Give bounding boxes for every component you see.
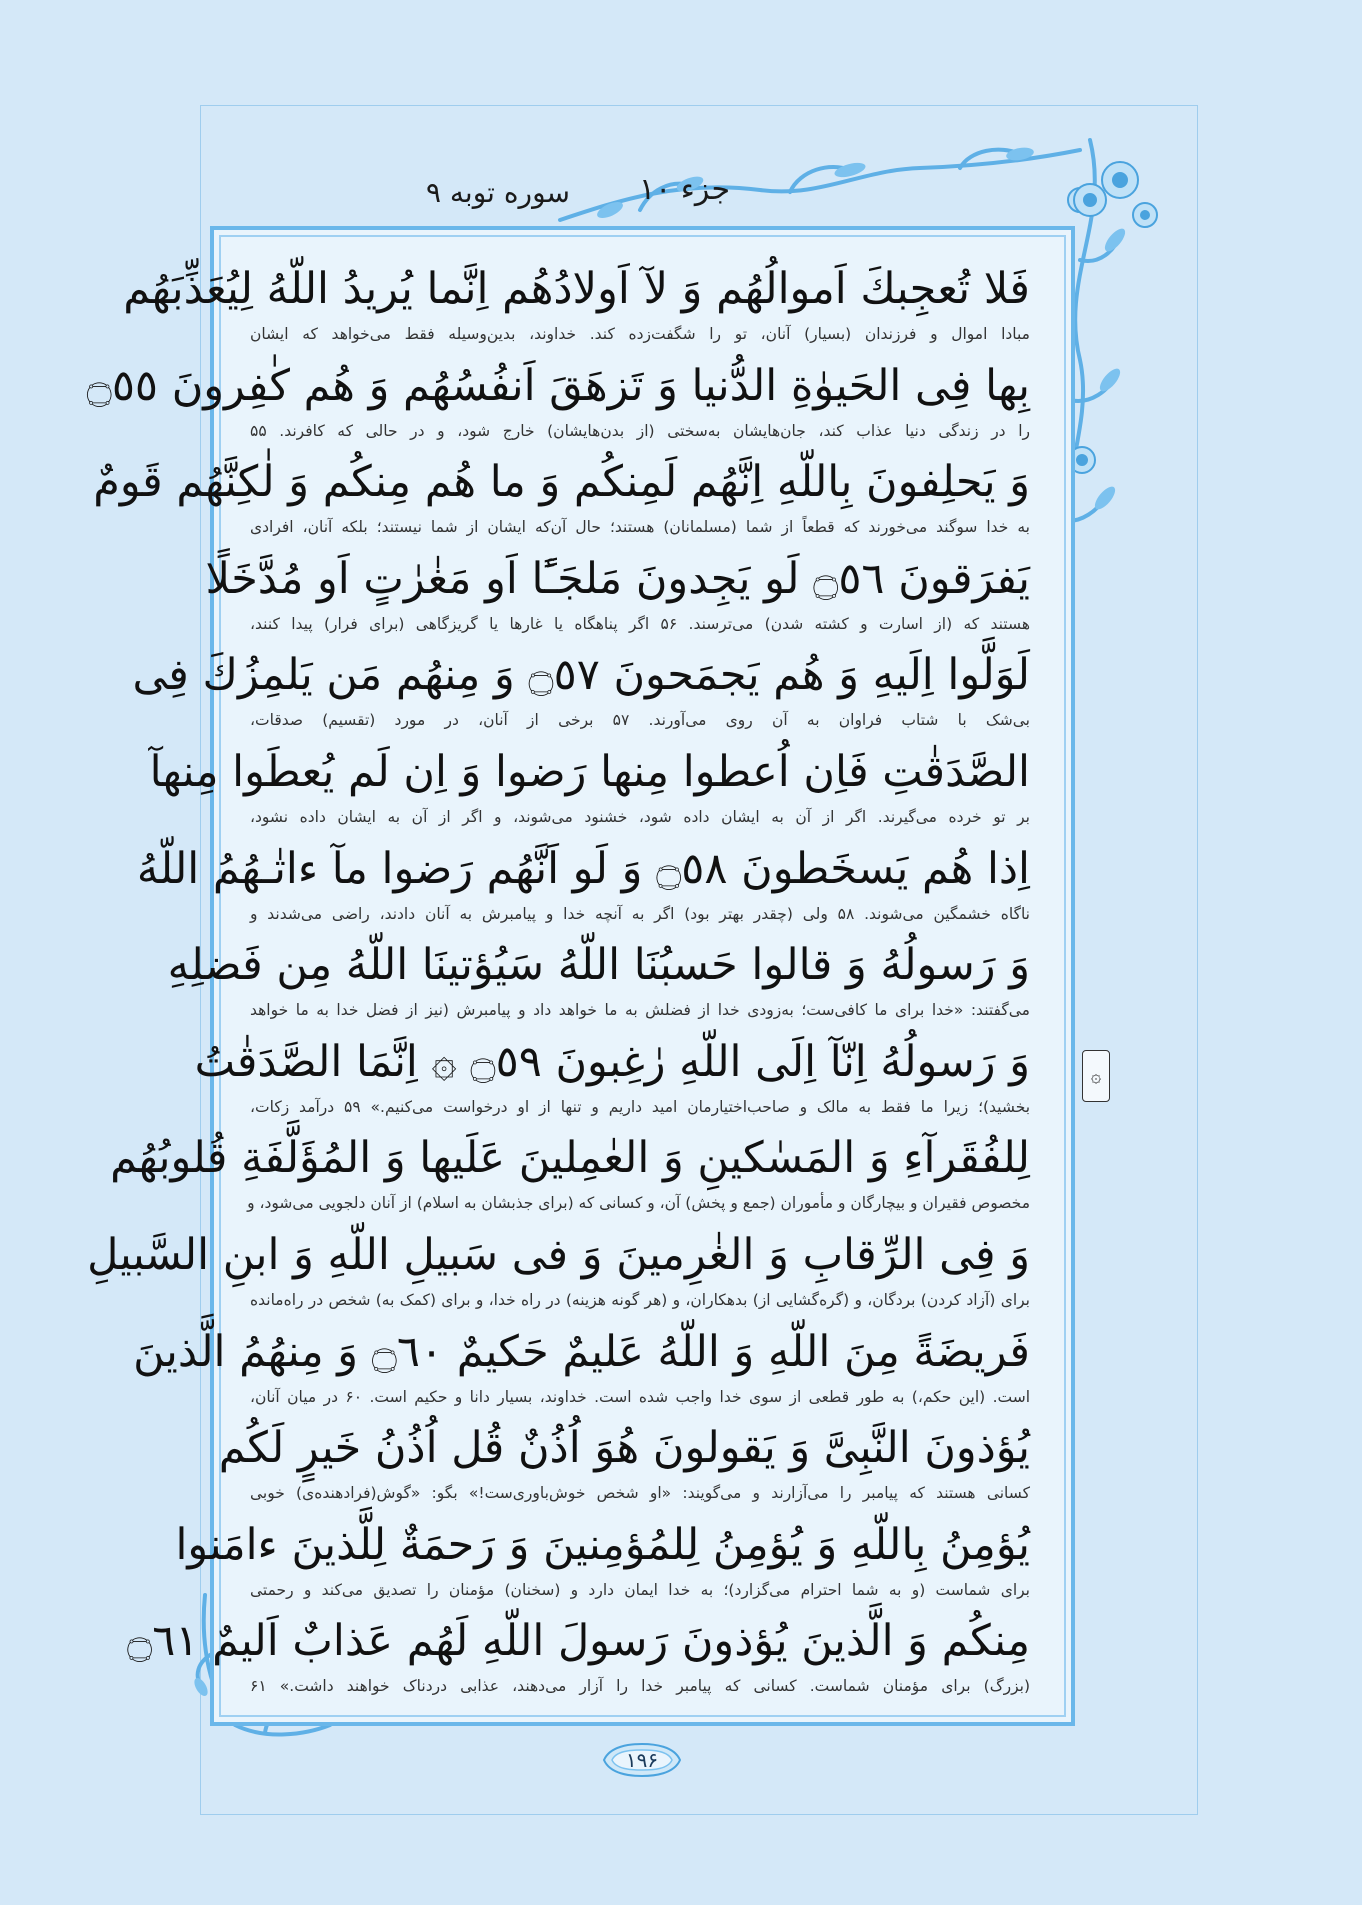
translation-line: بی‌شک با شتاب فراوان به آن روی می‌آورند. ۵۷ برخی از آنان، در مورد (تقسيم) صدقات،	[250, 711, 1030, 730]
arabic-line: وَ فِى الرِّقابِ وَ الغٰرِمينَ وَ فى سَبيلِ اللّهِ وَ ابنِ السَّبيلِ	[87, 1229, 1030, 1280]
arabic-line: فَريضَةً مِنَ اللّهِ وَ اللّهُ عَليمٌ حَكيمٌ ۝٦٠ وَ مِنهُمُ الَّذينَ	[133, 1326, 1030, 1377]
line-block-5	[132, 644, 1030, 741]
surah-label: سوره توبه ۹	[425, 176, 570, 209]
translation-line: را در زندگی دنيا عذاب کند، جان‌هايشان به‌سختی (از بدن‌هايشان) خارج شود، و در حالی که کافرند. ۵۵	[250, 421, 1030, 440]
line-block-4	[205, 548, 1030, 645]
page-header	[400, 172, 730, 222]
arabic-line: اِذا هُم يَسخَطونَ ۝٥٨ وَ لَو اَنَّهُم رَضوا مآ ءاتٰـهُمُ اللّهُ	[136, 843, 1030, 894]
page-number-badge	[600, 1740, 684, 1780]
line-block-10	[110, 1127, 1030, 1224]
translation-line: ناگاه خشمگين می‌شوند. ۵۸ ولی (چقدر بهتر بود) اگر به آنچه خدا و پيامبرش به آنان دادند، راضی می‌شدند و	[250, 904, 1030, 923]
line-block-9	[194, 1031, 1031, 1128]
arabic-line: وَ يَحلِفونَ بِاللّهِ اِنَّهُم لَمِنكُم وَ ما هُم مِنكُم وَ لٰكِنَّهُم قَومٌ	[93, 457, 1030, 508]
translation-line: (بزرگ) برای مؤمنان شماست. کسانی که پيامبر خدا را آزار می‌دهند، عذابی دردناک خواهند داشت.» ۶۱	[250, 1677, 1030, 1696]
line-block-2	[86, 355, 1030, 452]
line-block-15	[127, 1610, 1030, 1707]
translation-line: به خدا سوگند می‌خورند که قطعاً از شما (مسلمانان) هستند؛ حال آن‌که ايشان از شما نيستند؛ بلکه آنان، افرادی	[250, 518, 1030, 537]
translation-line: بر تو خرده می‌گيرند. اگر از آن به ايشان داده شود، خشنود می‌شوند، و اگر از آن به ايشان داده نشود،	[250, 807, 1030, 826]
line-block-1	[123, 258, 1030, 355]
line-block-13	[218, 1417, 1030, 1514]
arabic-line: فَلا تُعجِبكَ اَموالُهُم وَ لآ اَولادُهُم اِنَّما يُريدُ اللّهُ لِيُعَذِّبَهُم	[123, 264, 1030, 314]
translation-line: هستند که (از اسارت و کشته شدن) می‌ترسند. ۵۶ اگر پناهگاه يا غارها يا گريزگاهی (برای فرار) پيدا کنند،	[250, 614, 1030, 633]
translation-line: است. (اين حکم،) به طور قطعی از سوی خدا واجب شده است. خداوند، بسيار دانا و حکيم است. ۶۰ در ميان آنان،	[250, 1387, 1031, 1406]
page-number: ۱۹۶	[625, 1748, 659, 1772]
arabic-line: الصَّدَقٰتِ فَاِن اُعطوا مِنها رَضوا وَ اِن لَم يُعطَوا مِنهآ	[149, 746, 1030, 797]
translation-line: مخصوص فقيران و بيچارگان و مأموران (جمع و پخش) آن، و کسانی که (برای جذبشان به اسلام) از آنان دلجويی می‌شود، و	[247, 1194, 1030, 1213]
translation-line: برای شماست (و به شما احترام می‌گزارد)؛ به خدا ايمان دارد و (سخنان) مؤمنان را تصديق می‌کند و رحمتی	[250, 1580, 1030, 1599]
verse-lines	[86, 258, 1031, 1708]
arabic-line: بِها فِى الحَيوٰةِ الدُّنيا وَ تَزهَقَ اَنفُسُهُم وَ هُم كٰفِرونَ ۝٥٥	[86, 360, 1030, 411]
arabic-line: لَوَلَّوا اِلَيهِ وَ هُم يَجمَحونَ ۝٥٧ وَ مِنهُم مَن يَلمِزُكَ فِى	[132, 650, 1030, 701]
line-block-12	[133, 1321, 1031, 1418]
translation-line: مبادا اموال و فرزندان (بسيار) آنان، تو را شگفت‌زده کند. خداوند، بدين‌وسيله فقط می‌خواهد که ايشان	[250, 325, 1030, 343]
arabic-line: يَفرَقونَ ۝٥٦ لَو يَجِدونَ مَلجَـًٔا اَو مَغٰرٰتٍ اَو مُدَّخَلًا	[205, 553, 1030, 604]
hizb-marker: ۞	[1082, 1050, 1110, 1102]
arabic-line: وَ رَسولُهُ وَ قالوا حَسبُنَا اللّهُ سَيُؤتينَا اللّهُ مِن فَضلِهِ	[167, 940, 1030, 991]
line-block-14	[175, 1514, 1030, 1611]
translation-line: بخشيد)؛ زيرا ما فقط به مالک و صاحب‌اختيارمان اميد داريم و تنها از او درخواست می‌کنيم.» ۵۹ درآمد زکات،	[250, 1097, 1031, 1116]
translation-line: برای (آزاد کردن) بردگان، و (گره‌گشايی از) بدهکاران، و (هر گونه هزينه) در راه خدا، و برای (کمک به) شخص در راه‌مانده	[250, 1290, 1030, 1309]
line-block-11	[87, 1224, 1030, 1321]
juz-label: جزء ۱۰	[639, 172, 730, 207]
arabic-line: يُؤذونَ النَّبِىَّ وَ يَقولونَ هُوَ اُذُنٌ قُل اُذُنُ خَيرٍ لَكُم	[218, 1423, 1030, 1474]
line-block-7	[136, 838, 1030, 935]
arabic-line: وَ رَسولُهُ اِنّآ اِلَى اللّهِ رٰغِبونَ ۝٥٩ ۞ اِنَّمَا الصَّدَقٰتُ	[194, 1036, 1030, 1087]
arabic-line: يُؤمِنُ بِاللّهِ وَ يُؤمِنُ لِلمُؤمِنينَ وَ رَحمَةٌ لِلَّذينَ ءامَنوا	[175, 1519, 1030, 1570]
arabic-line: لِلفُقَرآءِ وَ المَسٰكينِ وَ العٰمِلينَ عَلَيها وَ المُؤَلَّفَةِ قُلوبُهُم	[110, 1133, 1030, 1184]
line-block-6	[149, 741, 1030, 838]
translation-line: می‌گفتند: «خدا برای ما کافی‌ست؛ به‌زودی خدا از فضلش به ما خواهد داد و پيامبرش (نيز از فضل خدا به ما خواهد	[250, 1001, 1030, 1020]
line-block-3	[93, 451, 1030, 548]
line-block-8	[167, 934, 1030, 1031]
arabic-line: مِنكُم وَ الَّذينَ يُؤذونَ رَسولَ اللّهِ لَهُم عَذابٌ اَليمٌ ۝٦١	[127, 1616, 1030, 1667]
translation-line: کسانی هستند که پيامبر را می‌آزارند و می‌گويند: «او شخص خوش‌باوری‌ست!» بگو: «گوش(فرادهنده‌ی) خوبی	[250, 1484, 1030, 1503]
